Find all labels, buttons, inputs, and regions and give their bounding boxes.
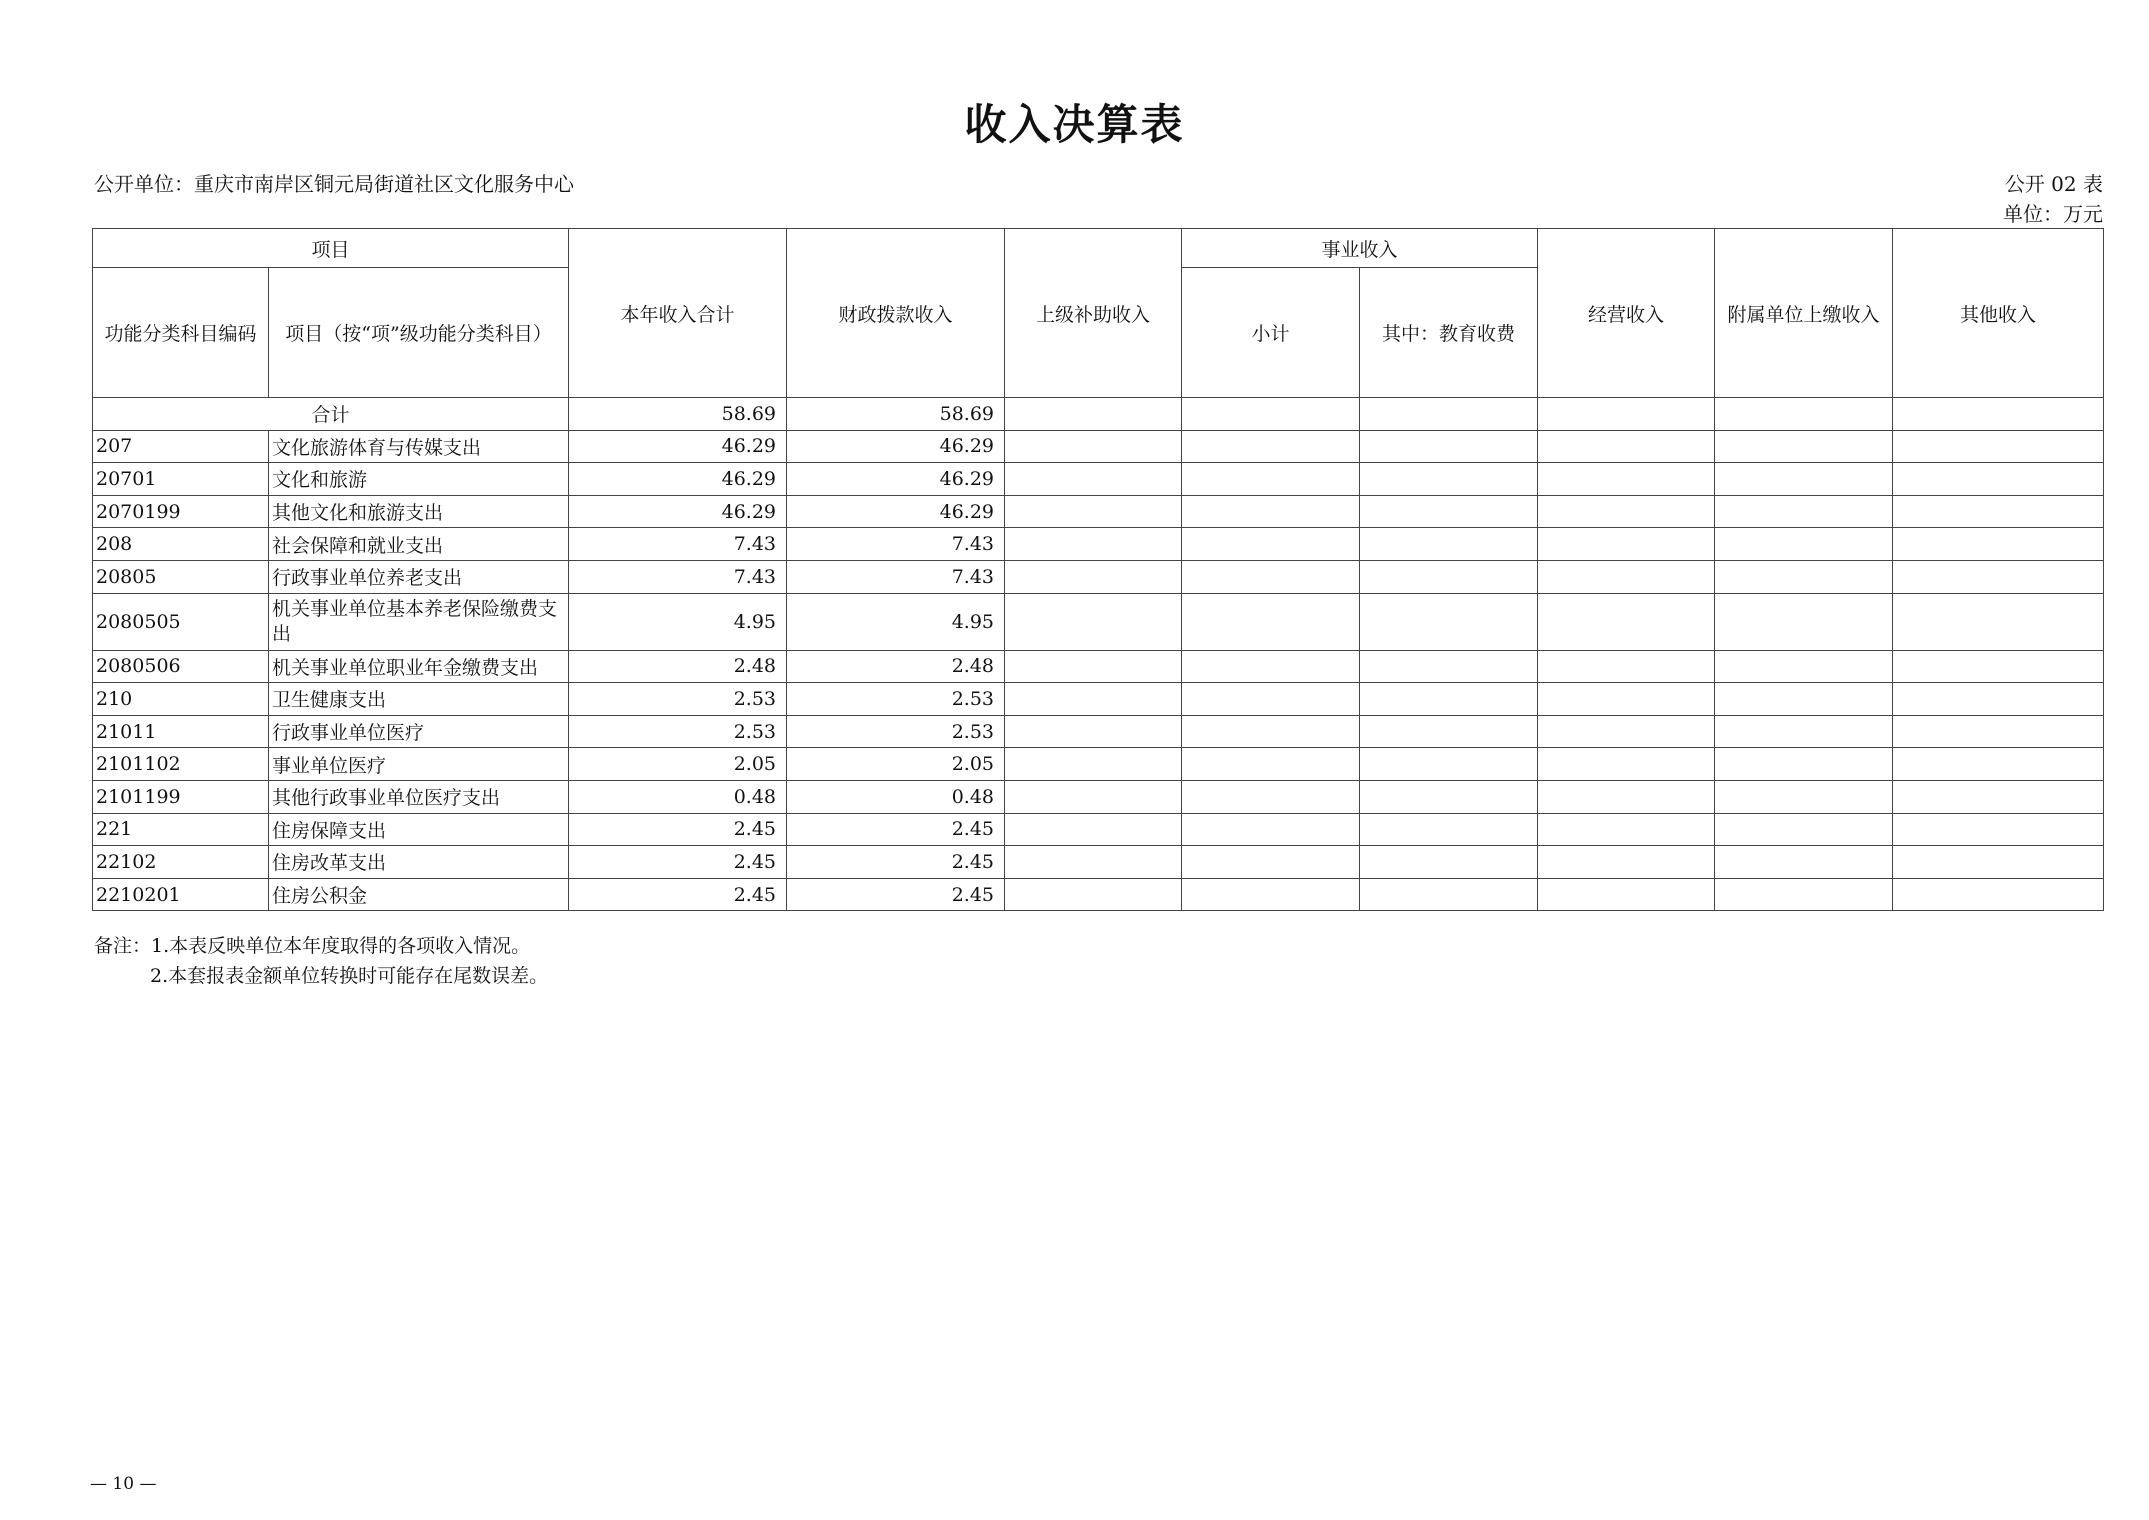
row-total: 46.29 [569,495,787,528]
header-education-fee: 其中：教育收费 [1360,268,1538,398]
row-name: 机关事业单位职业年金缴费支出 [269,650,569,683]
row-name: 住房公积金 [269,878,569,911]
table-row [93,560,2104,593]
row-total: 0.48 [569,780,787,813]
table-row [93,813,2104,846]
header-item-name: 项目（按“项”级功能分类科目） [269,268,569,398]
table-notes [94,931,548,991]
header-fiscal-income: 财政拨款收入 [787,229,1005,398]
row-code: 2080505 [93,593,269,650]
row-name: 事业单位医疗 [269,748,569,781]
table-row [93,650,2104,683]
header-total-income: 本年收入合计 [569,229,787,398]
header-item: 项目 [93,229,569,268]
row-fiscal: 46.29 [787,495,1005,528]
row-fiscal: 2.45 [787,878,1005,911]
row-name: 其他行政事业单位医疗支出 [269,780,569,813]
row-name: 行政事业单位医疗 [269,715,569,748]
row-fiscal: 7.43 [787,560,1005,593]
total-fiscal-value: 58.69 [787,398,1005,431]
row-total: 4.95 [569,593,787,650]
total-income-value: 58.69 [569,398,787,431]
reporting-unit: 公开单位：重庆市南岸区铜元局街道社区文化服务中心 [94,172,574,196]
row-fiscal: 46.29 [787,430,1005,463]
row-code: 208 [93,528,269,561]
total-label: 合计 [93,398,569,431]
row-fiscal: 46.29 [787,463,1005,496]
table-number: 公开 02 表 [2004,172,2103,196]
row-code: 20701 [93,463,269,496]
note-1: 备注：1.本表反映单位本年度取得的各项收入情况。 [94,935,531,957]
table-row [93,780,2104,813]
row-name: 社会保障和就业支出 [269,528,569,561]
table-row [93,430,2104,463]
header-affiliated-income: 附属单位上缴收入 [1715,229,1893,398]
row-total: 2.05 [569,748,787,781]
row-name: 住房改革支出 [269,846,569,879]
row-name: 住房保障支出 [269,813,569,846]
row-name: 行政事业单位养老支出 [269,560,569,593]
row-total: 7.43 [569,560,787,593]
row-fiscal: 2.53 [787,715,1005,748]
table-row [93,495,2104,528]
row-fiscal: 2.45 [787,846,1005,879]
row-fiscal: 7.43 [787,528,1005,561]
row-code: 2080506 [93,650,269,683]
currency-unit: 单位：万元 [2003,202,2103,226]
table-row [93,846,2104,879]
table-row [93,878,2104,911]
table-row [93,463,2104,496]
row-code: 210 [93,683,269,716]
row-name: 文化旅游体育与传媒支出 [269,430,569,463]
table-row [93,528,2104,561]
row-code: 207 [93,430,269,463]
row-fiscal: 2.48 [787,650,1005,683]
row-name: 机关事业单位基本养老保险缴费支出 [269,593,569,650]
row-code: 20805 [93,560,269,593]
row-total: 2.45 [569,878,787,911]
note-2: 2.本套报表金额单位转换时可能存在尾数误差。 [150,965,549,987]
row-code: 22102 [93,846,269,879]
header-operating-income: 经营收入 [1538,229,1715,398]
header-function-code: 功能分类科目编码 [93,268,269,398]
row-fiscal: 2.45 [787,813,1005,846]
table-row [93,593,2104,650]
header-business-income: 事业收入 [1182,229,1538,268]
row-fiscal: 0.48 [787,780,1005,813]
row-code: 2101199 [93,780,269,813]
row-total: 46.29 [569,430,787,463]
row-name: 其他文化和旅游支出 [269,495,569,528]
row-code: 2210201 [93,878,269,911]
row-code: 2101102 [93,748,269,781]
table-row [93,683,2104,716]
row-total: 2.53 [569,715,787,748]
page-title: 收入决算表 [964,100,1185,149]
row-total: 2.45 [569,813,787,846]
income-statement-table [92,228,2104,911]
row-code: 21011 [93,715,269,748]
row-name: 文化和旅游 [269,463,569,496]
row-fiscal: 4.95 [787,593,1005,650]
header-subtotal: 小计 [1182,268,1360,398]
header-other-income: 其他收入 [1893,229,2104,398]
header-superior-subsidy: 上级补助收入 [1005,229,1182,398]
table-row [93,715,2104,748]
total-row [93,398,2104,431]
row-code: 2070199 [93,495,269,528]
row-total: 2.48 [569,650,787,683]
row-total: 46.29 [569,463,787,496]
row-fiscal: 2.53 [787,683,1005,716]
row-total: 2.53 [569,683,787,716]
row-total: 2.45 [569,846,787,879]
table-row [93,748,2104,781]
row-total: 7.43 [569,528,787,561]
page-number: — 10 — [90,1474,157,1494]
row-code: 221 [93,813,269,846]
row-name: 卫生健康支出 [269,683,569,716]
row-fiscal: 2.05 [787,748,1005,781]
